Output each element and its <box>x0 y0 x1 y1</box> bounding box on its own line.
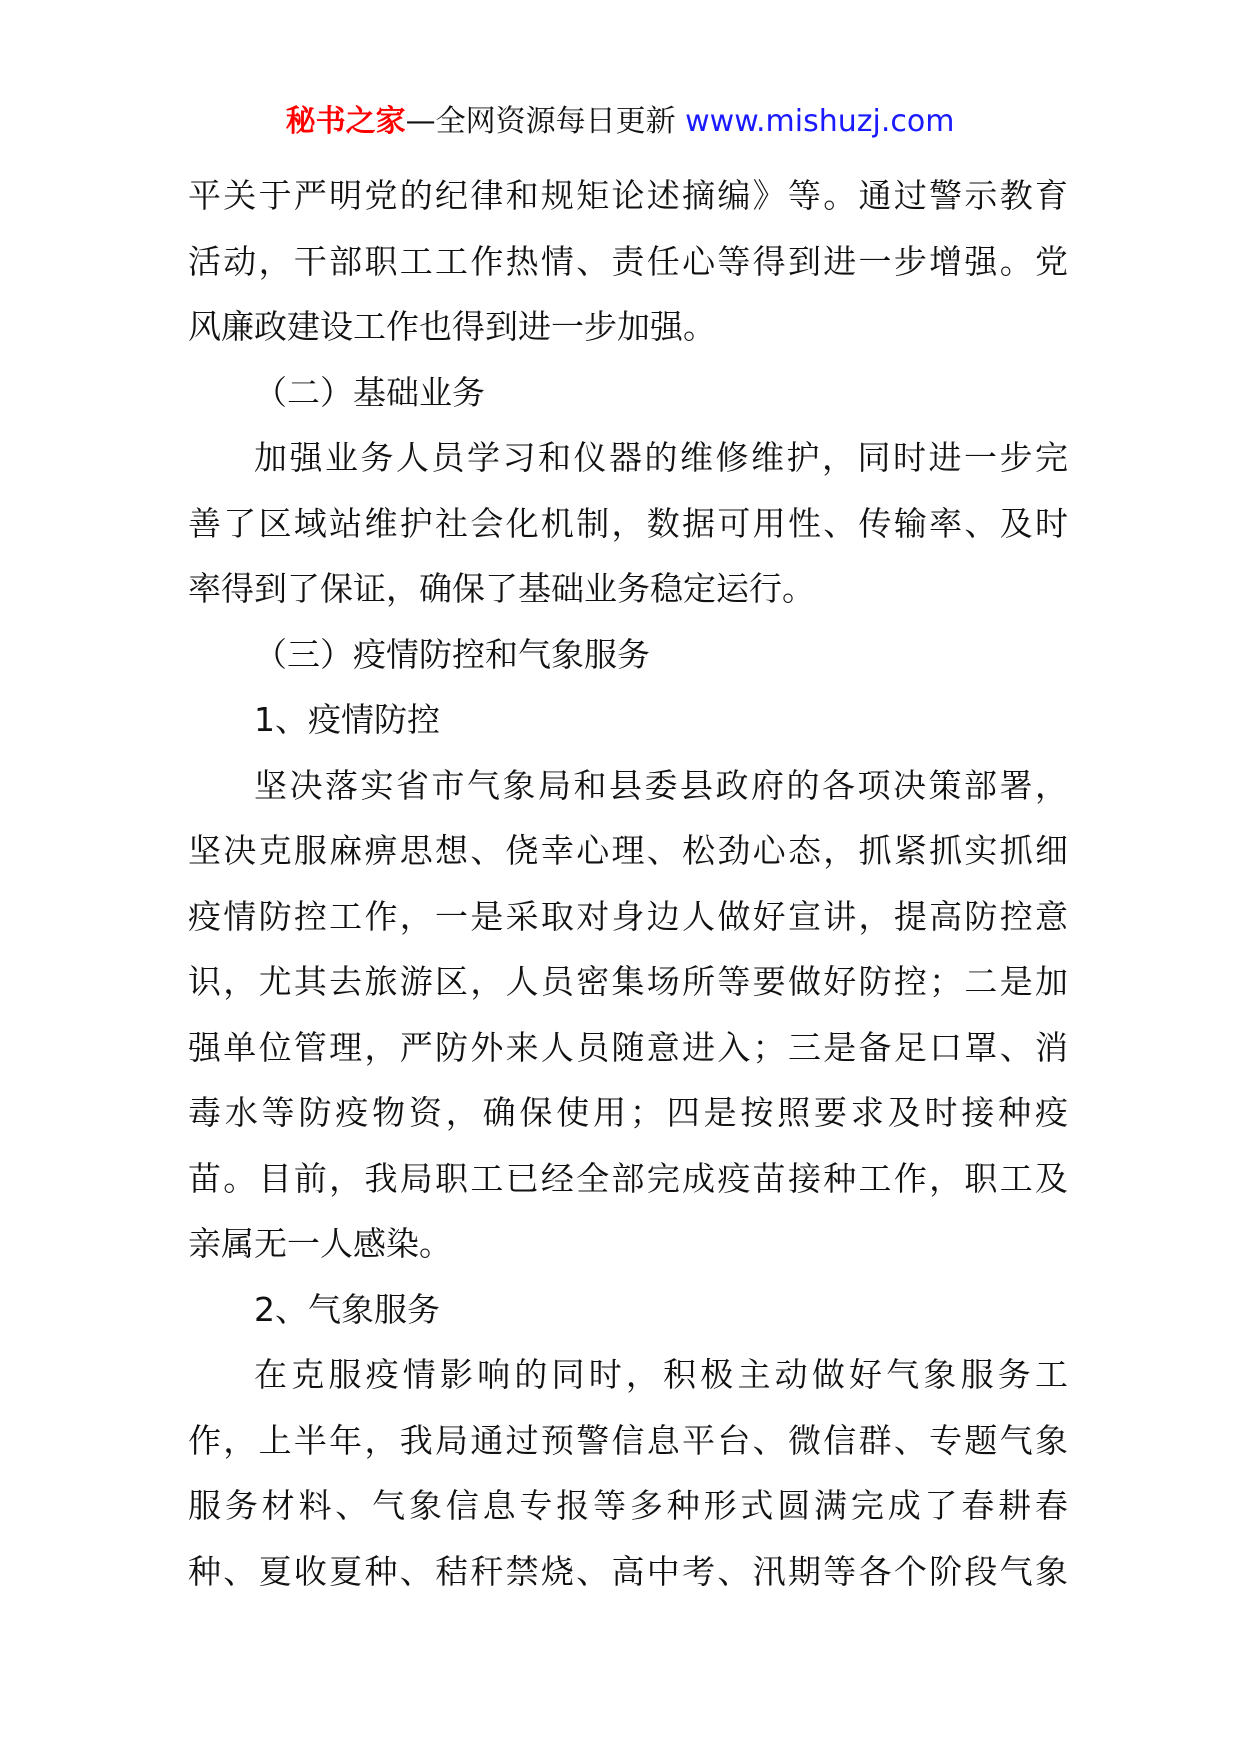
text-line: 率得到了保证，确保了基础业务稳定运行。 <box>188 569 815 608</box>
text-line: 疫情防控工作，一是采取对身边人做好宣讲，提高防控意 <box>188 896 1068 936</box>
text-line: 在克服疫情影响的同时，积极主动做好气象服务工 <box>254 1355 1068 1394</box>
text-line: 种、夏收夏种、秸秆禁烧、高中考、汛期等各个阶段气象 <box>188 1551 1068 1591</box>
text-line: 亲属无一人感染。 <box>188 1224 452 1263</box>
header-brand: 秘书之家 <box>285 104 406 139</box>
text-line: （三）疫情防控和气象服务 <box>254 634 650 674</box>
text-line: （二）基础业务 <box>254 372 485 412</box>
text-line: 识，尤其去旅游区，人员密集场所等要做好防控；二是加 <box>188 962 1068 1001</box>
text-line: 1、疫情防控 <box>254 700 440 739</box>
text-line: 作，上半年，我局通过预警信息平台、微信群、专题气象 <box>188 1420 1068 1460</box>
header-site-url: www.mishuzj.com <box>685 104 955 139</box>
text-line: 活动，干部职工工作热情、责任心等得到进一步增强。党 <box>188 241 1068 281</box>
text-line: 2、气象服务 <box>254 1289 440 1329</box>
page-header <box>0 102 1240 142</box>
text-line: 平关于严明党的纪律和规矩论述摘编》等。通过警示教育 <box>188 176 1068 215</box>
text-line: 坚决克服麻痹思想、侥幸心理、松劲心态，抓紧抓实抓细 <box>188 831 1068 870</box>
text-line: 善了区域站维护社会化机制，数据可用性、传输率、及时 <box>188 503 1068 543</box>
text-line: 苗。目前，我局职工已经全部完成疫苗接种工作，职工及 <box>188 1158 1068 1198</box>
text-line: 加强业务人员学习和仪器的维修维护，同时进一步完 <box>254 438 1068 477</box>
text-line: 毒水等防疫物资，确保使用；四是按照要求及时接种疫 <box>188 1093 1068 1132</box>
text-line: 坚决落实省市气象局和县委县政府的各项决策部署， <box>254 765 1068 805</box>
header-slogan: —全网资源每日更新 <box>405 104 676 139</box>
text-line: 风廉政建设工作也得到进一步加强。 <box>188 307 716 346</box>
text-line: 强单位管理，严防外来人员随意进入；三是备足口罩、消 <box>188 1027 1068 1067</box>
text-line: 服务材料、气象信息专报等多种形式圆满完成了春耕春 <box>188 1486 1068 1525</box>
document-body <box>188 163 1068 1604</box>
